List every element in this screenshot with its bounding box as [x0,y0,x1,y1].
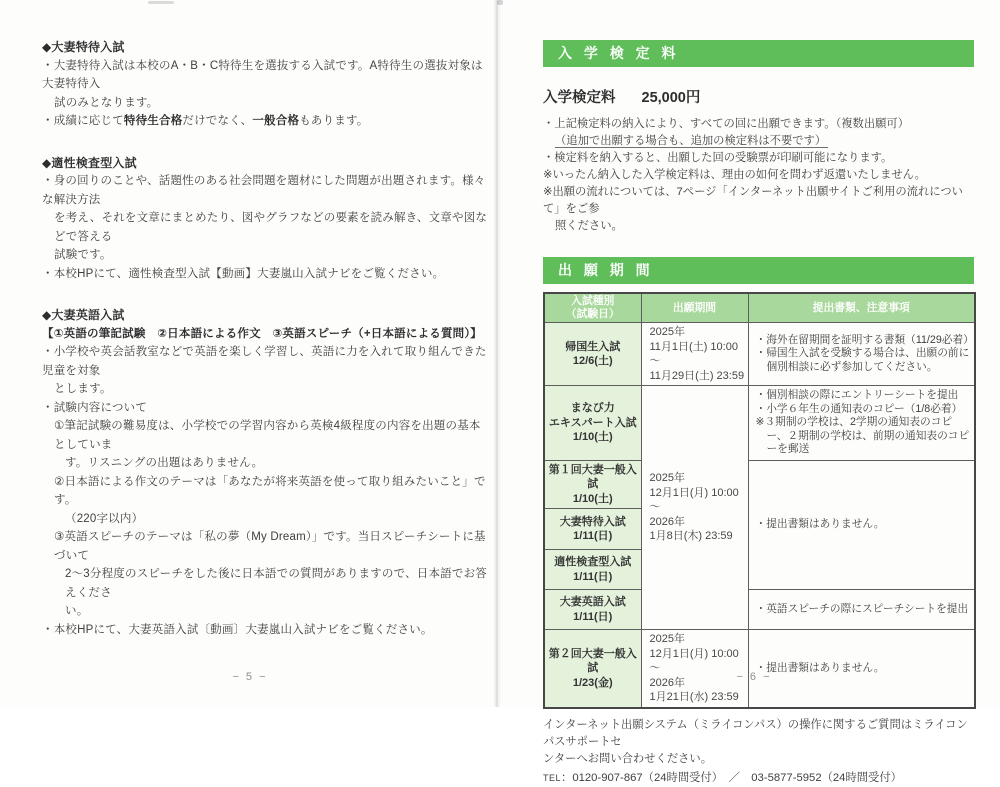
body-line: ・身の回りのことや、話題性のある社会問題を題材にした問題が出題されます。様々な解決方法 [42,175,486,206]
body-line: ・本校HPにて、大妻英語入試〔動画〕大妻嵐山入試ナビをご覧ください。 [42,623,433,636]
table-header-row [544,293,975,323]
body-line: い。 [65,605,89,617]
section-otsuma-eigo [42,306,492,639]
period-line: 2026年 [649,676,685,689]
exam-type-cell [544,509,641,550]
page-number-5: − 5 − [232,671,268,683]
col-header-line: 入試種別 [571,295,615,307]
exam-type-cell [544,550,641,590]
exam-date: 1/11(日) [573,530,613,543]
fee-note-line: ※いったん納入した入学検定料は、理由の如何を問わず返還いたしません。 [543,169,926,181]
exam-date: 1/10(土) [572,492,613,505]
notes-cell [748,590,975,630]
note-item: ・英語スピーチの際にスピーチシートを提出 [755,603,969,616]
scan-artifact [497,0,503,5]
body-text-segment: もあります。 [299,115,369,127]
note-item: ・海外在留期間を証明する書類（11/29必着） [755,333,974,346]
section-title: ◆大妻特待入試 [42,40,125,54]
period-line: 11月29日(土) 23:59 [649,369,745,382]
exam-name: エキスパート入試 [548,416,637,429]
table-row-manabi [544,386,975,461]
exam-date: 1/23(金) [572,676,613,689]
period-line: 2025年 [649,326,685,338]
notes-cell-merged [748,460,975,590]
fee-note-line [555,133,974,150]
period-line: 2025年 [649,472,685,485]
body-text-bold: 特待生合格 [123,115,183,127]
notes-cell [748,323,975,386]
notes-cell [748,630,975,708]
phone-numbers: ：0120-907-867（24時間受付） ／ 03-5877-5952（24時間受付） [561,771,902,784]
exam-name: まなび力 [570,402,615,415]
table-row-ippan1 [544,460,975,509]
section-bar-application-period: 出 願 期 間 [543,257,974,284]
footer-line: インターネット出願システム（ミライコンパス）の操作に関するご質問はミライコンパスサポートセ [543,718,968,748]
section-otsuma-tokutai [42,38,492,131]
col-header-period: 出願期間 [641,293,748,323]
period-line: 1月8日(木) 23:59 [649,530,733,543]
page-left [42,38,492,639]
note-item: ※３期制の学校は、2学期の通知表のコピー、２期制の学校は、前期の通知表のコピーを郵送 [755,416,970,456]
fee-value: 25,000円 [641,90,701,106]
exam-type-cell [544,460,641,509]
phone-line [543,770,974,787]
exam-name: 大妻特待入試 [559,515,626,528]
body-line: ①筆記試験の難易度は、小学校での学習内容から英検4級程度の内容を出題の基本としていま [54,420,481,451]
body-text-segment: ・成績に応じて [42,115,124,127]
scan-artifact [148,1,174,4]
period-cell [641,323,748,386]
notes-cell [748,386,975,461]
exam-date: 1/11(日) [573,610,613,623]
section-title: ◆適性検査型入試 [42,155,137,170]
exam-name: 第１回大妻一般入試 [548,463,637,491]
fee-note-line: 照ください。 [555,220,623,232]
body-line: 試のみとなります。 [54,96,159,109]
exam-date: 1/11(日) [573,570,613,583]
section-tekisei-kensa [42,154,492,284]
period-line: 11月1日(土) 10:00 ～ [649,340,738,367]
fee-note-line: ・上記検定料の納入により、すべての回に出願できます。（複数出願可） [543,118,910,130]
support-contact-note [543,717,974,787]
exam-type-cell [544,590,641,630]
exam-date: 1/10(土) [572,431,613,444]
underlined-note: （追加で出願する場合も、追加の検定料は不要です） [555,135,827,147]
note-item: ・小学６年生の通知表のコピー（1/8必着） [755,402,963,415]
body-line: 試験です。 [54,249,112,261]
body-line: ②日本語による作文のテーマは「あなたが将来英語を使って取り組みたいこと」です。 [54,475,486,506]
body-line [42,112,492,131]
page-number-6: − 6 − [736,671,772,683]
body-line: （220字以内） [65,512,144,525]
body-line: ・小学校や英会話教室などで英語を楽しく学習し、英語に力を入れて取り組んできた児童を対象 [42,346,487,377]
fee-note-line: ・検定料を納入すると、出願した回の受験票が印刷可能になります。 [543,152,893,164]
tel-label: TEL [543,772,562,783]
note-item: ・個別相談の際にエントリーシートを提出 [755,389,959,401]
center-fold-line [493,0,501,707]
body-text-segment: だけでなく、 [182,115,253,127]
fee-notes [543,116,974,235]
footer-line: ンターへお問い合わせください。 [543,752,713,765]
fee-amount-line [543,86,974,107]
exam-name: 大妻英語入試 [559,596,626,609]
table-row-ippan2 [544,630,975,708]
note-item: ・帰国生入試を受験する場合は、出願の前に個別相談に必ず参加してください。 [755,347,970,373]
body-line: ・試験内容について [42,401,148,414]
body-line: を考え、それを文章にまとめたり、図やグラフなどの要素を読み解き、文章や図などで答える [54,212,488,243]
application-period-table [543,292,976,709]
exam-date: 12/6(土) [572,355,613,367]
section-bar-examination-fee: 入 学 検 定 料 [543,40,974,67]
table-row-kikokusei [544,323,975,386]
body-line: 2～3分程度のスピーチをした後に日本語での質問がありますので、日本語でお答えくださ [65,568,487,599]
fee-note-line: ※出願の流れについては、7ページ「インターネット出願サイトご利用の流れについて」をご参 [543,186,963,215]
period-line: 12月1日(月) 10:00 ～ [649,647,739,675]
note-item: ・提出書類はありません。 [755,661,885,674]
col-header-line: （試験日） [565,308,620,320]
col-header-documents: 提出書類、注意事項 [748,293,975,323]
period-line: 2026年 [649,515,685,528]
exam-type-cell [544,386,641,461]
body-line: す。リスニングの出題はありません。 [65,457,264,469]
period-line: 2025年 [649,633,685,646]
col-header-exam-type [544,293,641,323]
exam-name: 第２回大妻一般入試 [548,647,637,675]
period-line: 12月1日(月) 10:00 ～ [649,486,739,514]
section-subtitle: 【①英語の筆記試験 ②日本語による作文 ③英語スピーチ（+日本語による質問）】 [42,327,483,340]
body-line: とします。 [54,383,112,395]
body-text-bold: 一般合格 [252,115,300,127]
body-line: ③英語スピーチのテーマは「私の夢（My Dream）」です。当日スピーチシートに基づいて [54,531,486,562]
body-line: ・大妻特待入試は本校のA・B・C特待生を選抜する入試です。A特待生の選抜対象は大妻特待入 [42,59,483,90]
body-line: ・本校HPにて、適性検査型入試【動画】大妻嵐山入試ナビをご覧ください。 [42,267,445,280]
exam-type-cell [544,323,641,386]
exam-name: 適性検査型入試 [554,556,632,569]
note-item: ・提出書類はありません。 [755,518,885,531]
section-title: ◆大妻英語入試 [42,308,125,322]
period-cell-merged [641,386,748,630]
period-cell [641,630,748,708]
table-row-eigo [544,590,975,630]
period-line: 1月21日(水) 23:59 [649,691,739,704]
fee-label: 入学検定料 [543,90,616,106]
exam-type-cell [544,630,641,708]
exam-name: 帰国生入試 [565,340,621,353]
